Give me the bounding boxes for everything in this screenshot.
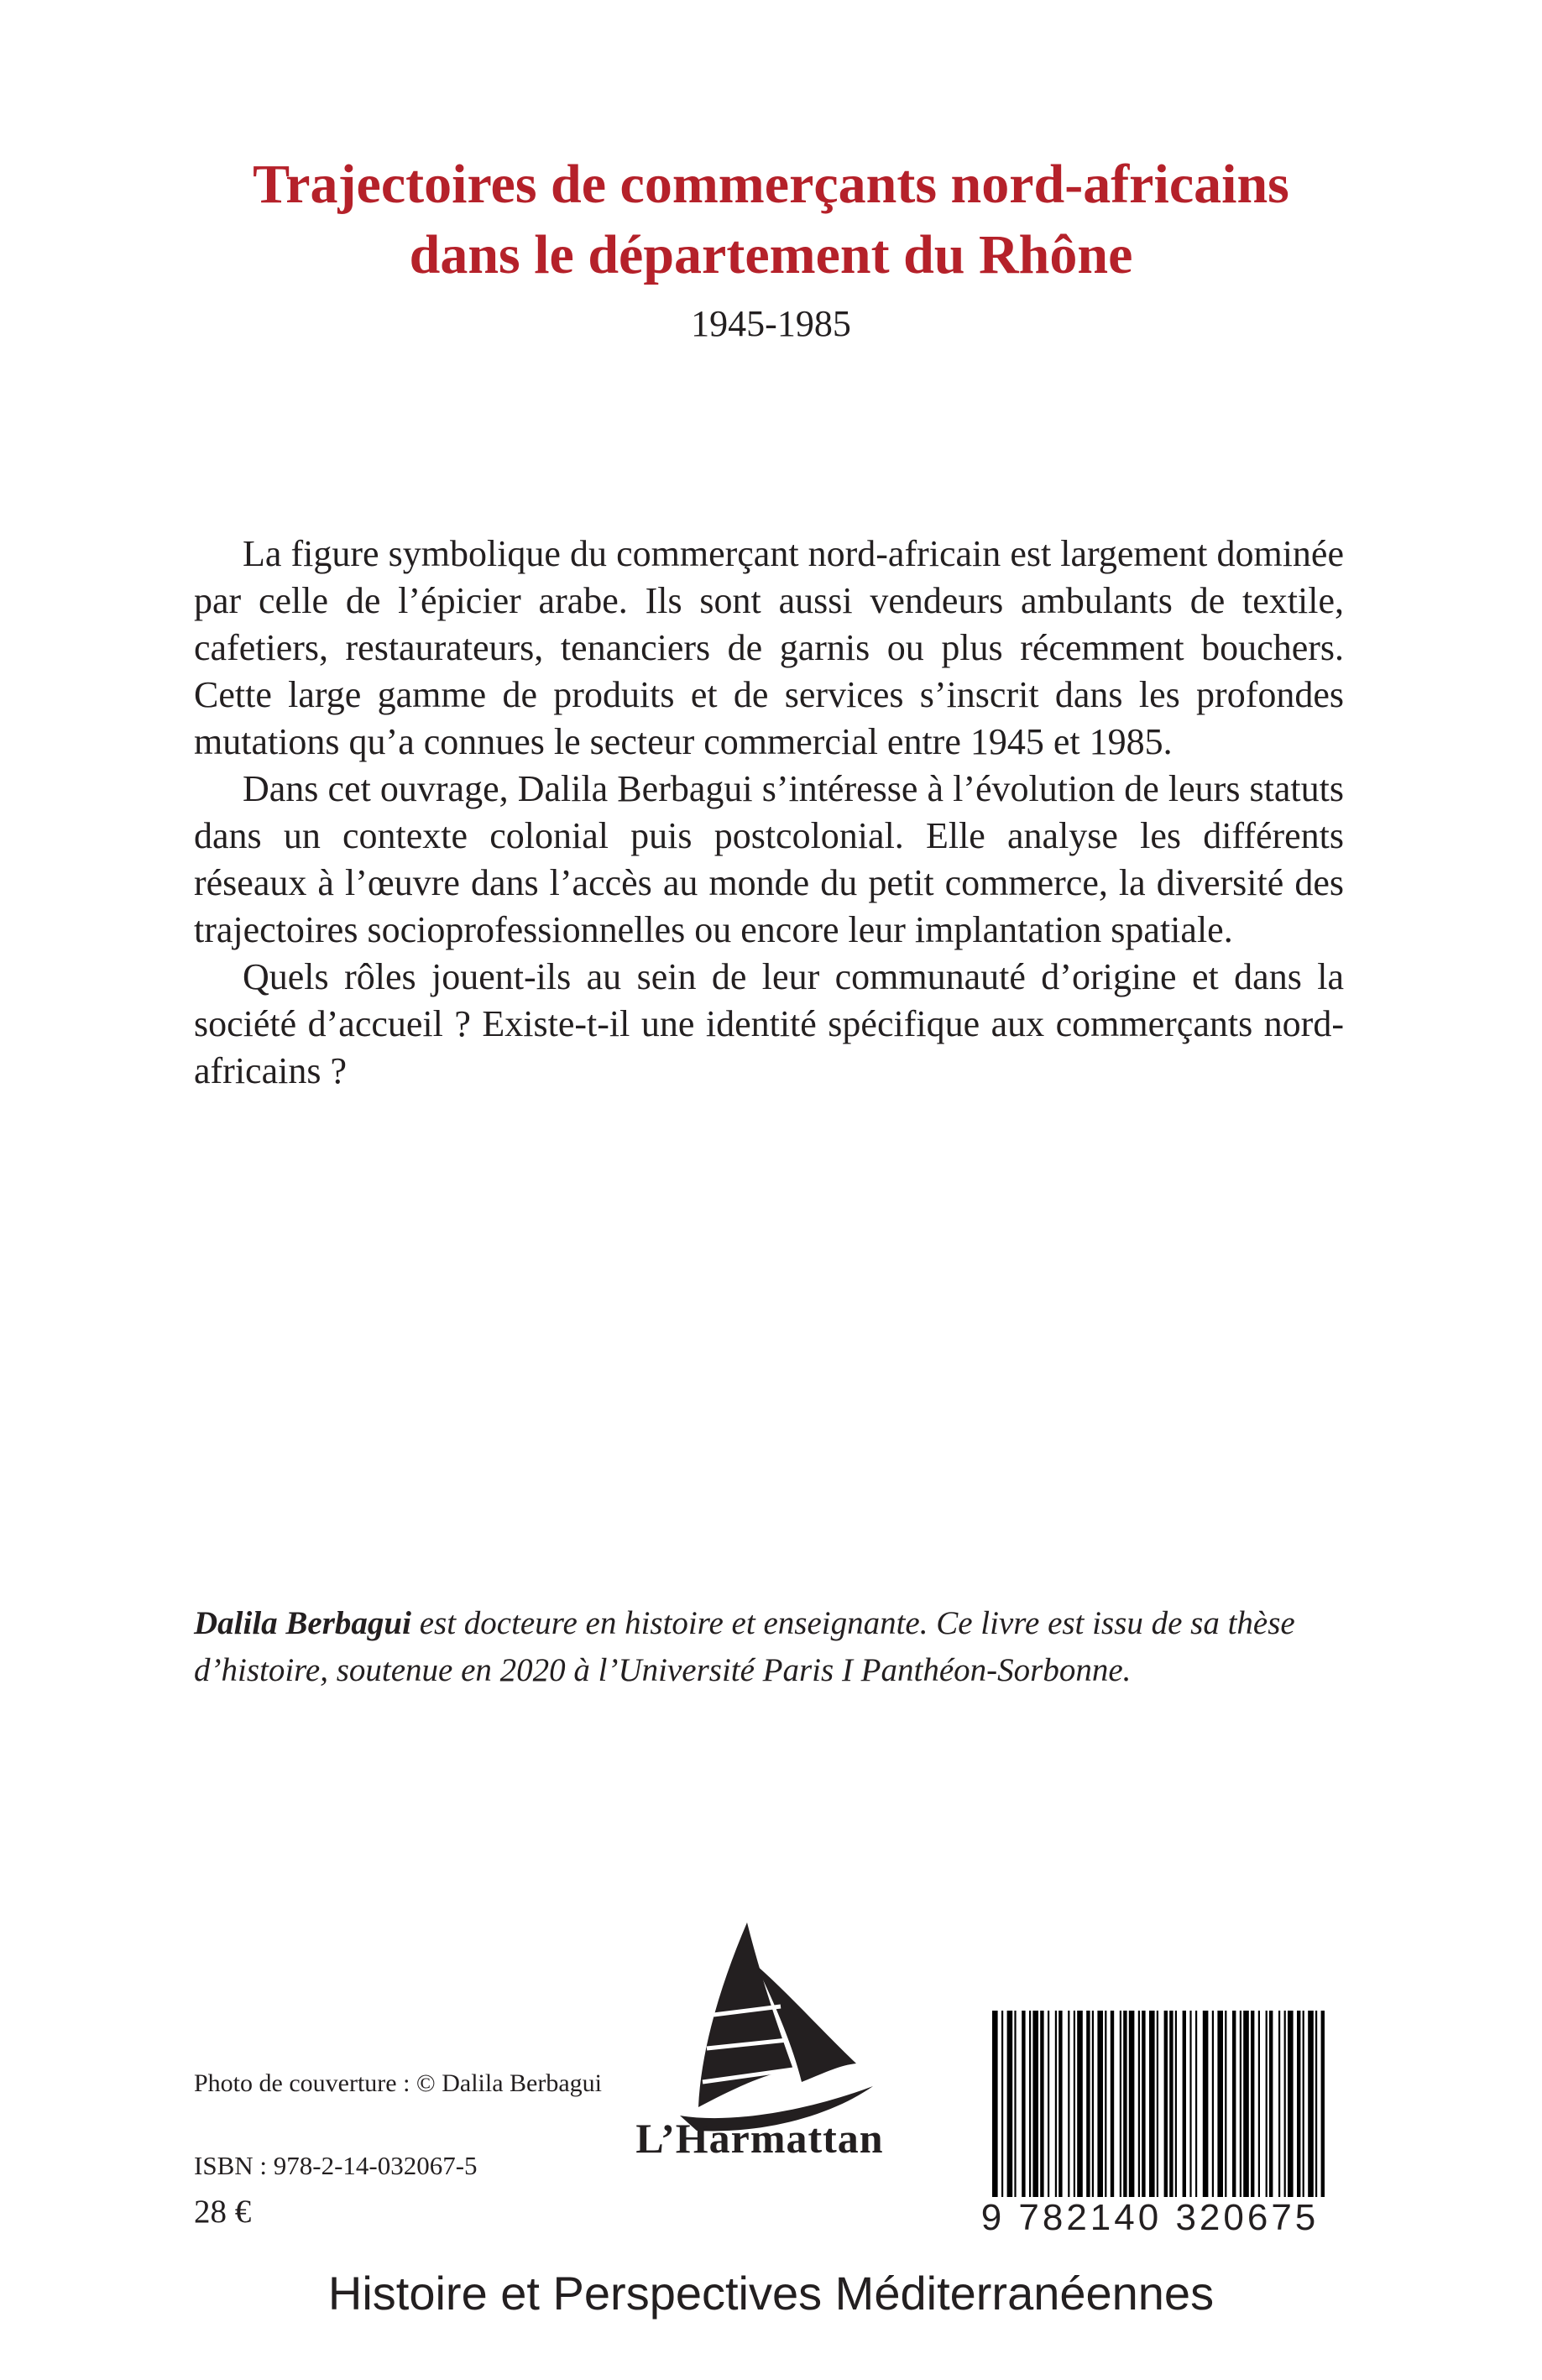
barcode-bar (1029, 2011, 1031, 2197)
barcode-bar (1077, 2011, 1083, 2197)
barcode-bar (1175, 2011, 1177, 2197)
barcode-bar (1055, 2011, 1057, 2197)
barcode-bar (1315, 2011, 1317, 2197)
author-name: Dalila Berbagui (194, 1605, 411, 1641)
blurb-paragraph: La figure symbolique du commerçant nord-africain est largement dominée par celle de l’épicier arabe. Ils sont aussi vendeurs ambulants de textile, cafetiers, restaurateurs, tenanciers de garnis ou plus récemment bouchers. Cette large gamme de produits et de services s’inscrit dans les profondes mutations qu’a connues le secteur commercial entre 1945 et 1985. (194, 533, 1344, 762)
blurb-paragraph: Dans cet ouvrage, Dalila Berbagui s’intéresse à l’évolution de leurs statuts dans un contexte colonial puis postcolonial. Elle analyse les différents réseaux à l’œuvre dans l’accès au monde du petit commerce, la diversité des trajectoires socioprofessionnelles ou encore leur implantation spatiale. (194, 768, 1344, 950)
barcode-bar (1217, 2011, 1223, 2197)
publisher-name: L’Harmattan (635, 2115, 884, 2162)
barcode-bar (1007, 2011, 1013, 2197)
barcode-bar (1203, 2011, 1209, 2197)
book-title-line-2: dans le département du Rhône (409, 224, 1133, 285)
author-bio-text: est docteure en histoire et enseignante. Ce livre est issu de sa thèse d’histoire, soutenue en 2020 à l’Université Paris I Panthéon-Sorbonne. (194, 1605, 1295, 1688)
barcode-bar (1232, 2011, 1236, 2197)
photo-credit: Photo de couverture : © Dalila Berbagui (194, 2069, 602, 2097)
barcode-bar (1308, 2011, 1314, 2197)
barcode-bar (1129, 2011, 1135, 2197)
blurb-paragraph: Quels rôles jouent-ils au sein de leur communauté d’origine et dans la société d’accueil ? Existe-t-il une identité spécifique aux commerçants nord-africains ? (194, 956, 1344, 1091)
barcode-bar (1189, 2011, 1191, 2197)
barcode-bar (1040, 2011, 1043, 2197)
barcode-bar (1212, 2011, 1214, 2197)
isbn: ISBN : 978-2-14-032067-5 (194, 2151, 478, 2180)
barcode-bar (1138, 2011, 1140, 2197)
barcode-bar (1014, 2011, 1016, 2197)
barcode-bar (1001, 2011, 1003, 2197)
barcode-bar (1169, 2011, 1173, 2197)
barcode-bar (1195, 2011, 1197, 2197)
barcode-bar (1321, 2011, 1325, 2197)
barcode-bar (1092, 2011, 1094, 2197)
barcode-bar (1225, 2011, 1226, 2197)
barcode-bar (1251, 2011, 1254, 2197)
blurb (194, 531, 1344, 1095)
barcode-bar (1278, 2011, 1280, 2197)
book-subtitle: 1945-1985 (691, 303, 851, 344)
barcode-bar (1086, 2011, 1090, 2197)
barcode-bar (1142, 2011, 1145, 2197)
price: 28 € (194, 2194, 252, 2230)
barcode-bar (1097, 2011, 1103, 2197)
barcode-bar (1266, 2011, 1268, 2197)
barcode-bar (1258, 2011, 1260, 2197)
book-title (0, 149, 1542, 290)
barcode-bar (1243, 2011, 1249, 2197)
barcode-bar (1074, 2011, 1075, 2197)
series-title: Histoire et Perspectives Méditerranéennes (327, 2267, 1215, 2320)
barcode-bar (1183, 2011, 1186, 2197)
barcode-bar (1297, 2011, 1300, 2197)
barcode-bar (1058, 2011, 1062, 2197)
barcode-bar (1240, 2011, 1241, 2197)
book-title-line-1: Trajectoires de commerçants nord-africains (253, 154, 1289, 215)
barcode-bar (1149, 2011, 1155, 2197)
barcode-digits: 9 782140 320675 (980, 2197, 1320, 2238)
barcode-bar (1022, 2011, 1025, 2197)
barcode-bar (1284, 2011, 1286, 2197)
barcode-bar (1105, 2011, 1106, 2197)
barcode-bar (1068, 2011, 1069, 2197)
barcode-bar (1288, 2011, 1294, 2197)
barcode-bar (1157, 2011, 1158, 2197)
barcode-bar (1269, 2011, 1273, 2197)
barcode-bar (992, 2011, 998, 2197)
barcode-bar (1123, 2011, 1126, 2197)
barcode-bar (1164, 2011, 1168, 2197)
barcode-bar (1032, 2011, 1038, 2197)
barcode-bar (1303, 2011, 1304, 2197)
barcode-bar (1111, 2011, 1114, 2197)
barcode-bar (1120, 2011, 1121, 2197)
author-bio (194, 1600, 1344, 1694)
barcode-bar (1048, 2011, 1049, 2197)
